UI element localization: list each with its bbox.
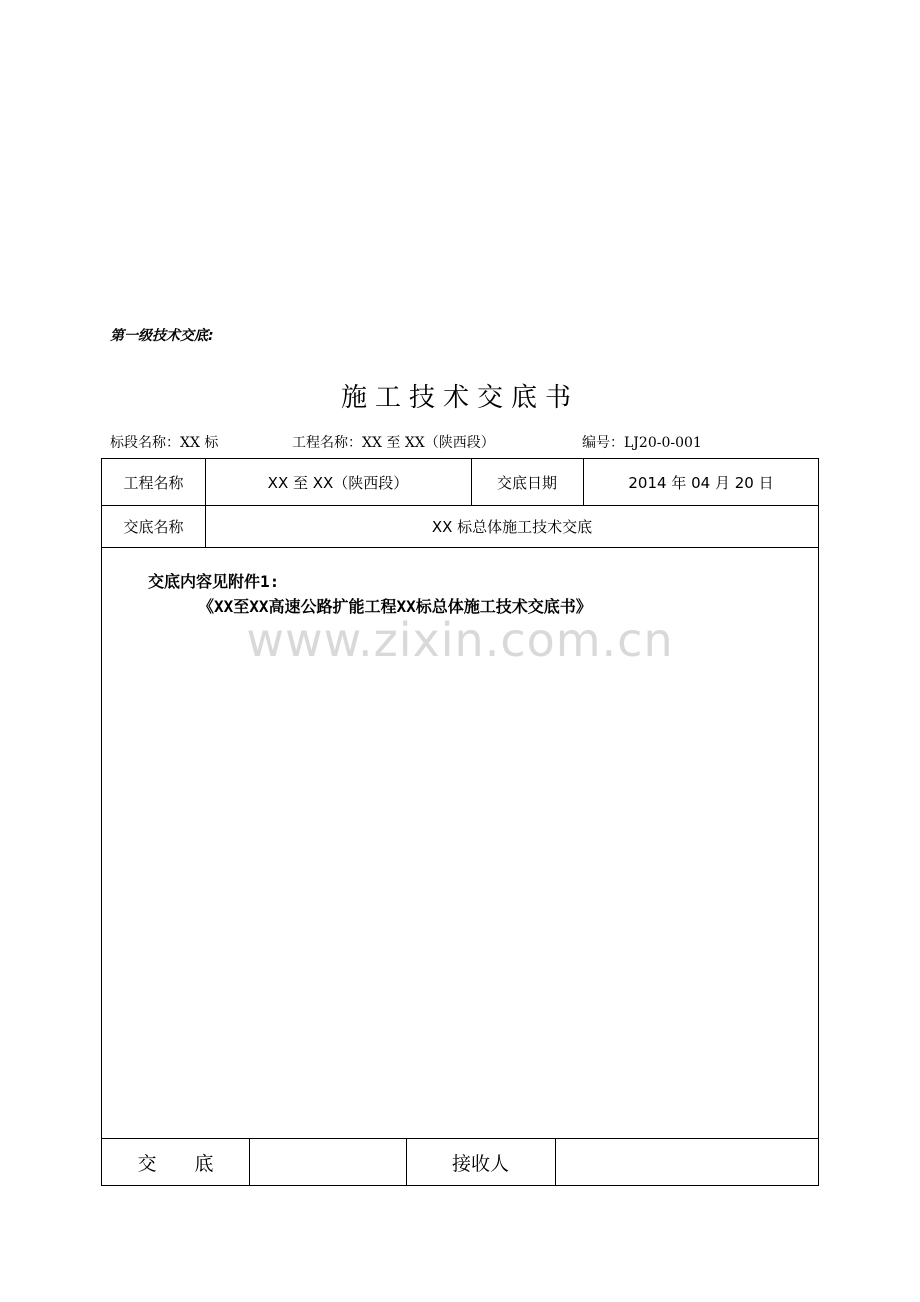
handover-name-label-cell: 交底名称 [123,517,184,536]
watermark-text: www.zixin.com.cn [246,613,674,667]
table-divider [249,1138,250,1186]
handover-name-value-cell: XX 标总体施工技术交底 [431,517,593,536]
handover-content-area [102,547,818,1138]
document-number-text: 编号：LJ20-0-001 [582,435,702,451]
table-divider [555,1138,556,1186]
content-heading: 交底内容见附件1: [148,572,280,591]
technical-level-label: 第一级技术交底: [110,328,214,344]
handover-person-label-cell: 交 底 [137,1152,214,1175]
handover-person-value-cell[interactable] [249,1138,406,1186]
document-title: 施工技术交底书 [340,383,579,413]
handover-date-label-cell: 交底日期 [496,473,557,492]
section-name-text: 标段名称：XX 标 [110,435,219,451]
table-divider [471,459,472,505]
attachment-reference: 《XX至XX高速公路扩能工程XX标总体施工技术交底书》 [198,597,592,616]
receiver-label-cell: 接收人 [451,1152,509,1175]
handover-form-table [101,458,819,1186]
project-name-text: 工程名称：XX 至 XX（陕西段） [292,435,495,451]
project-name-label-cell: 工程名称 [123,473,184,492]
table-divider [406,1138,407,1186]
handover-date-value-cell: 2014 年 04 月 20 日 [628,473,774,492]
project-name-value-cell: XX 至 XX（陕西段） [267,473,409,492]
table-divider [583,459,584,505]
receiver-value-cell[interactable] [555,1138,819,1186]
